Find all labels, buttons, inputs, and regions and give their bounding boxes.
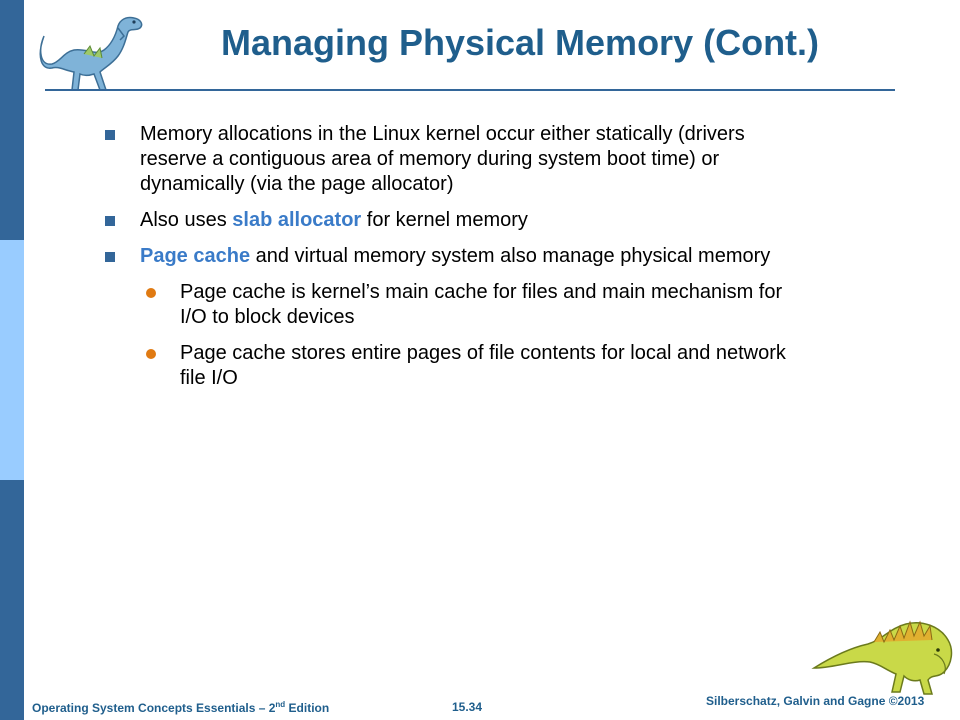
sidebar-band-middle xyxy=(0,240,24,480)
round-bullet-icon xyxy=(146,288,156,298)
sub-bullet-item xyxy=(144,341,804,391)
bullet-text: Memory allocations in the Linux kernel occur either statically (drivers reserve a contiguous area of memory during system boot time) or dynamically (via the page allocator) xyxy=(140,123,745,195)
footer-copyright: Silberschatz, Galvin and Gagne ©2013 xyxy=(706,694,925,708)
square-bullet-icon xyxy=(105,130,115,140)
bullet-text-post: and virtual memory system also manage physical memory xyxy=(250,245,771,267)
content-body xyxy=(104,122,804,402)
footer-book-title-prefix: Operating System Concepts Essentials – 2 xyxy=(32,701,276,715)
bullet-item xyxy=(104,208,804,233)
highlight-term: Page cache xyxy=(140,245,251,267)
dinosaur-logo-icon xyxy=(34,6,150,96)
left-sidebar xyxy=(0,0,24,720)
title-divider xyxy=(45,89,895,91)
footer-book-title-sup: nd xyxy=(275,700,286,709)
sidebar-band-top xyxy=(0,0,24,240)
footer-book-title-suffix: Edition xyxy=(285,701,330,715)
sub-bullet-text: Page cache stores entire pages of file contents for local and network file I/O xyxy=(180,342,786,389)
page-number: 15.34 xyxy=(452,700,483,714)
bullet-item xyxy=(104,244,804,269)
round-bullet-icon xyxy=(146,349,156,359)
bullet-item xyxy=(104,122,804,197)
square-bullet-icon xyxy=(105,252,115,262)
sidebar-band-bottom xyxy=(0,480,24,720)
highlight-term: slab allocator xyxy=(232,209,362,231)
bullet-text-pre: Also uses xyxy=(140,209,233,231)
dinosaur-illustration-icon xyxy=(810,614,958,698)
square-bullet-icon xyxy=(105,216,115,226)
sub-bullet-item xyxy=(144,280,804,330)
sub-bullet-text: Page cache is kernel’s main cache for files and main mechanism for I/O to block devices xyxy=(180,281,783,328)
footer-book-title xyxy=(32,700,329,715)
page-title: Managing Physical Memory (Cont.) xyxy=(220,22,820,63)
bullet-text-post: for kernel memory xyxy=(361,209,528,231)
